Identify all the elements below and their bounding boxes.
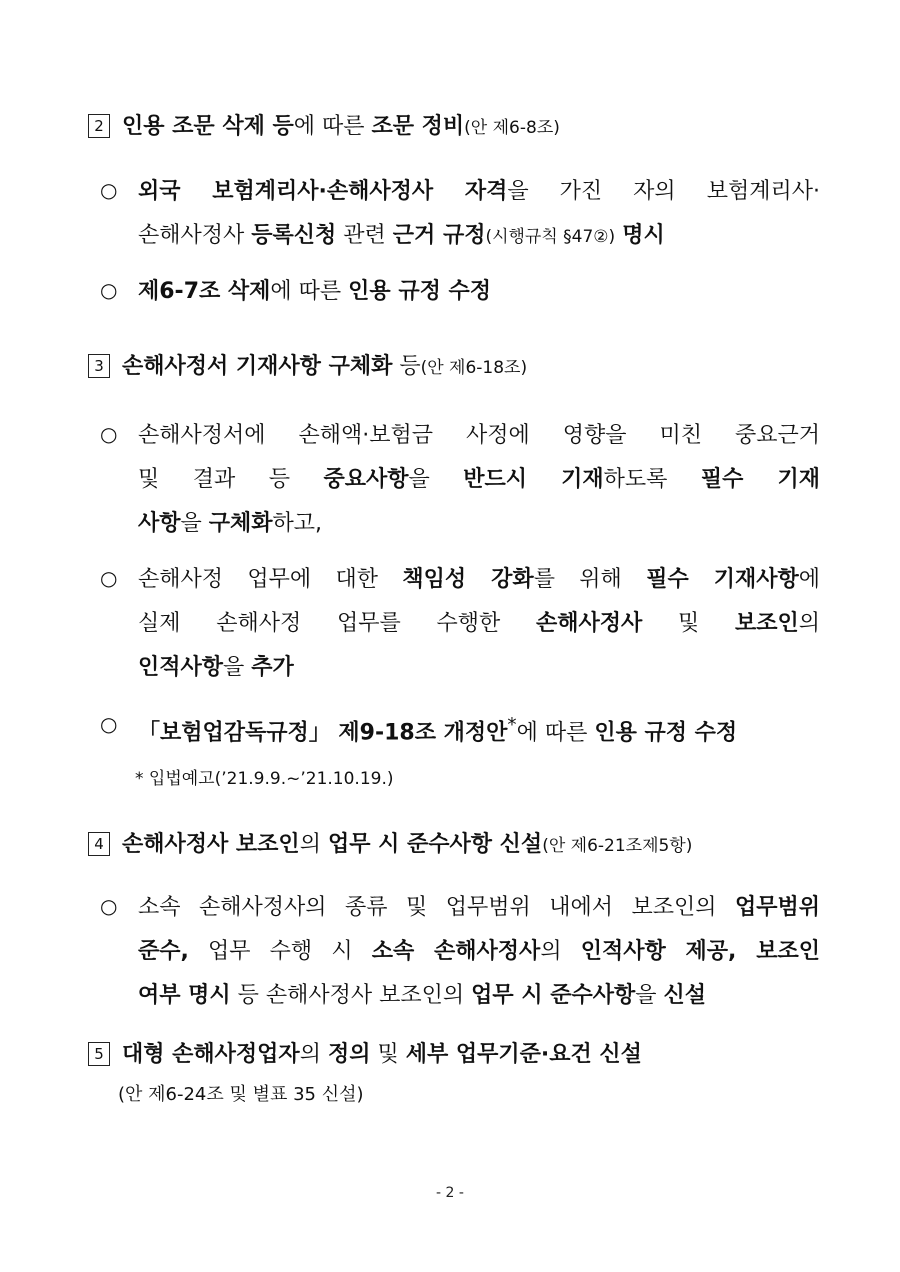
section-4-title [122,832,692,857]
bold-text: 업무 시 준수사항 [471,983,636,1008]
section-3-title [122,354,527,379]
bold-text: 대형 손해사정업자 [122,1042,300,1067]
text-line [138,502,820,546]
bullet-text [138,170,820,258]
text-run: 의 [299,832,328,857]
bold-text: 업무 시 준수사항 신설 [327,832,543,857]
text-line [138,886,820,930]
bold-text: 인적사항 [138,655,224,680]
bold-text: 세부 업무기준·요건 신설 [405,1042,642,1067]
text-run: 등 손해사정사 보조인의 [230,983,472,1008]
bold-text: 인용 규정 수정 [348,279,492,304]
text-line [138,930,820,974]
bold-text: 인용 조문 삭제 등 [122,114,294,139]
text-run: 의 [540,939,581,964]
text-run: 소속 손해사정사의 종류 및 업무범위 내에서 보조인의 [138,895,735,920]
text-line [138,558,820,602]
bold-text: 근거 규정 [392,223,486,248]
text-run: 손해사정 업무에 대한 [138,567,403,592]
section-2-heading [88,112,818,143]
text-line [138,270,820,314]
section-3-bullet-3 [100,704,820,748]
section-number-box: 2 [88,114,110,138]
text-run: 을 [180,511,209,536]
bullet-circle-icon: ○ [100,566,118,590]
text-run: 업무 수행 시 [188,939,372,964]
text-run: 손해사정사 [138,223,252,248]
text-run: 에 따른 [270,279,349,304]
bold-text: 정의 [327,1042,371,1067]
text-line [138,414,820,458]
text-run: (안 제6-18조) [420,358,528,378]
bold-text: 조문 정비 [371,114,465,139]
text-run: 및 [370,1042,406,1067]
bullet-text [138,704,820,748]
bullet-circle-icon: ○ [100,712,118,736]
text-line [138,458,820,502]
text-line [138,214,820,258]
section-2-bullet-2 [100,270,820,314]
text-run: 하고, [272,511,323,536]
bullet-text [138,270,820,314]
bold-text: 반드시 기재 [463,467,604,492]
bold-text: 「보험업감독규정」 제9-18조 개정안 [138,720,508,746]
bullet-text [138,558,820,690]
text-line [138,974,820,1018]
section-number-box: 4 [88,832,110,856]
text-line [138,646,820,690]
text-run: 의 [299,1042,328,1067]
bold-text: 인적사항 제공, 보조인 [580,939,820,964]
bold-text: 제6-7조 삭제 [138,279,271,304]
text-run: 관련 [336,223,393,248]
text-run: 등 [392,354,421,379]
section-5-title [122,1042,642,1067]
bold-text: 중요사항 [323,467,409,492]
section-5-heading [88,1040,818,1070]
text-run: 을 가진 자의 보험계리사· [507,179,820,204]
text-run: 을 [408,467,464,492]
section-number-box: 5 [88,1042,110,1066]
text-run: 및 [642,611,735,636]
bold-text: 신설 [663,983,707,1008]
bold-text: 필수 기재사항 [646,567,799,592]
bold-text: 명시 [622,223,665,248]
section-2-bullet-1 [100,170,820,258]
bullet-circle-icon: ○ [100,278,118,302]
bullet-text [138,886,820,1018]
section-4-bullet-1 [100,886,820,1018]
text-run: (안 제6-8조) [464,118,560,138]
section-5-subtitle: (안 제6-24조 및 별표 35 신설) [118,1084,364,1105]
text-run: 을 [635,983,664,1008]
section-3-bullet-1 [100,414,820,546]
bold-text: 소속 손해사정사 [371,939,541,964]
text-line [138,704,820,748]
bold-text: 업무범위 [734,895,820,920]
bold-text: 외국 보험계리사·손해사정사 자격 [138,179,508,204]
text-run: 에 따른 [516,720,595,746]
section-number-box: 3 [88,354,110,378]
text-run: 실제 손해사정 업무를 수행한 [138,611,536,636]
bold-text: 책임성 강화 [402,567,534,592]
section-3-heading [88,352,818,383]
text-run: 및 결과 등 [138,467,324,492]
page-number: - 2 - [436,1185,464,1201]
bullet-circle-icon: ○ [100,894,118,918]
section-4-heading [88,830,818,861]
text-run: 에 [798,567,821,592]
bold-text: 손해사정사 보조인 [122,832,300,857]
section-2-title [122,114,560,139]
text-line [138,602,820,646]
bold-text: 필수 기재 [700,467,820,492]
bold-text: 손해사정서 기재사항 구체화 [122,354,393,379]
bold-text: 보조인 [734,611,799,636]
bold-text: 손해사정사 [535,611,643,636]
bold-text: 구체화 [208,511,273,536]
text-run: 의 [798,611,820,636]
text-run: 을 [223,655,252,680]
section-3-bullet-2 [100,558,820,690]
text-run: (안 제6-21조제5항) [542,836,693,856]
text-run: 손해사정서에 손해액·보험금 사정에 영향을 미친 중요근거 [138,423,820,448]
bullet-circle-icon: ○ [100,178,118,202]
bold-text: 여부 명시 [138,983,231,1008]
text-line [138,170,820,214]
text-run: (시행규칙 §47②) [485,227,616,247]
bold-text: 등록신청 [251,223,337,248]
text-run: 를 위해 [533,567,647,592]
text-run: 하도록 [603,467,701,492]
bold-text: 사항 [138,511,181,536]
text-run: * [507,715,517,736]
bullet-text [138,414,820,546]
bold-text: 추가 [251,655,294,680]
bold-text: 준수, [138,939,189,964]
footnote: * 입법예고(’21.9.9.~’21.10.19.) [135,769,394,789]
bold-text: 인용 규정 수정 [594,720,738,746]
bullet-circle-icon: ○ [100,422,118,446]
text-run: 에 따른 [293,114,372,139]
